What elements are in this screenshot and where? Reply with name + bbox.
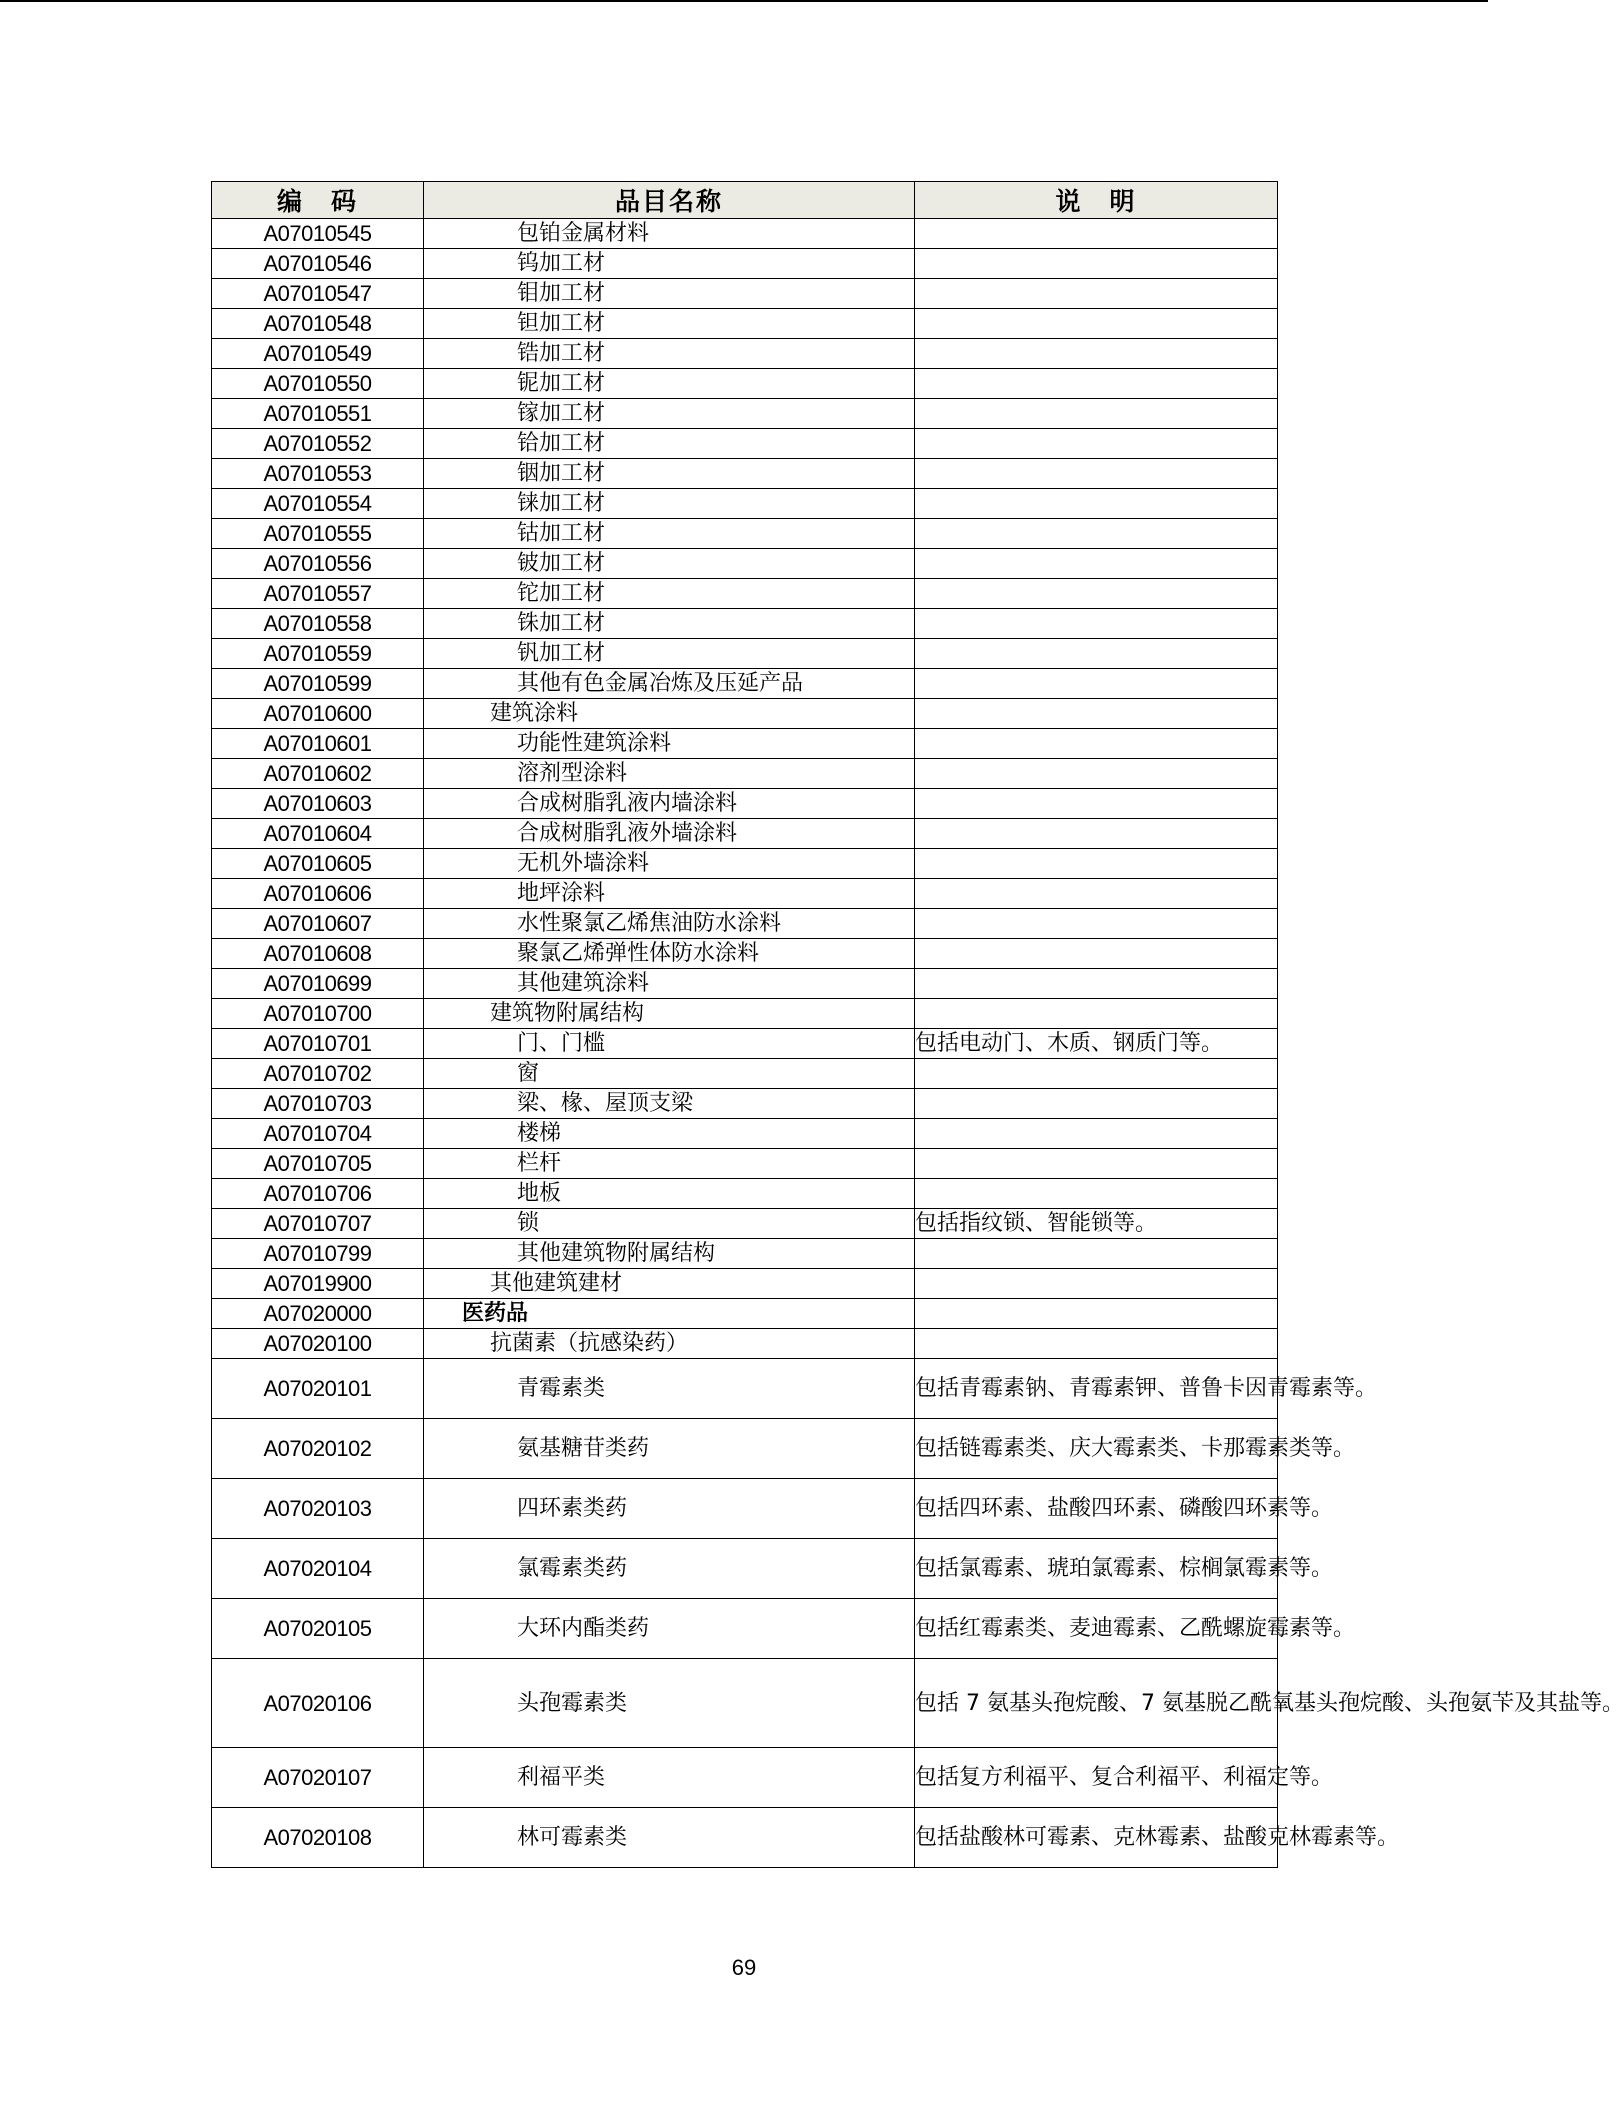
- row-code: A07019900: [212, 1269, 424, 1299]
- table-row: [212, 1539, 1278, 1599]
- header-code: 编 码: [212, 182, 424, 219]
- row-desc: [915, 819, 1278, 849]
- table-row: [212, 969, 1278, 999]
- table-row: [212, 1299, 1278, 1329]
- row-desc: [915, 999, 1278, 1029]
- row-desc: [915, 849, 1278, 879]
- table-row: [212, 669, 1278, 699]
- row-name: 窗: [424, 1059, 915, 1089]
- top-border-line: [0, 0, 1488, 2]
- table-row: [212, 879, 1278, 909]
- row-desc: [915, 459, 1278, 489]
- table-row: [212, 579, 1278, 609]
- row-name: 溶剂型涂料: [424, 759, 915, 789]
- row-name: 医药品: [424, 1299, 915, 1329]
- row-name: 其他建筑建材: [424, 1269, 915, 1299]
- row-name: 无机外墙涂料: [424, 849, 915, 879]
- row-code: A07010546: [212, 249, 424, 279]
- row-code: A07010703: [212, 1089, 424, 1119]
- table-row: [212, 1059, 1278, 1089]
- row-desc: 包括红霉素类、麦迪霉素、乙酰螺旋霉素等。: [915, 1599, 1278, 1659]
- row-desc: [915, 399, 1278, 429]
- row-desc: [915, 369, 1278, 399]
- row-code: A07020100: [212, 1329, 424, 1359]
- row-code: A07010602: [212, 759, 424, 789]
- table-row: [212, 549, 1278, 579]
- row-desc: 包括指纹锁、智能锁等。: [915, 1209, 1278, 1239]
- row-desc: [915, 969, 1278, 999]
- row-desc: [915, 1299, 1278, 1329]
- row-code: A07010700: [212, 999, 424, 1029]
- row-desc: [915, 789, 1278, 819]
- header-desc: 说 明: [915, 182, 1278, 219]
- row-code: A07020104: [212, 1539, 424, 1599]
- row-desc: [915, 1119, 1278, 1149]
- row-desc: [915, 1179, 1278, 1209]
- row-desc: [915, 669, 1278, 699]
- row-name: 门、门槛: [424, 1029, 915, 1059]
- catalog-table: [211, 181, 1624, 1868]
- table-row: [212, 819, 1278, 849]
- row-name: 锁: [424, 1209, 915, 1239]
- row-code: A07020105: [212, 1599, 424, 1659]
- row-name: 铍加工材: [424, 549, 915, 579]
- table-row: [212, 1209, 1278, 1239]
- row-code: A07020108: [212, 1808, 424, 1868]
- table-row: [212, 1808, 1278, 1868]
- row-code: A07010558: [212, 609, 424, 639]
- row-name: 合成树脂乳液内墙涂料: [424, 789, 915, 819]
- row-code: A07010545: [212, 219, 424, 249]
- row-desc: 包括青霉素钠、青霉素钾、普鲁卡因青霉素等。: [915, 1359, 1278, 1419]
- row-desc: 包括电动门、木质、钢质门等。: [915, 1029, 1278, 1059]
- row-code: A07010705: [212, 1149, 424, 1179]
- row-desc: [915, 249, 1278, 279]
- table-row: [212, 519, 1278, 549]
- table-row: [212, 459, 1278, 489]
- row-desc: [915, 339, 1278, 369]
- row-name: 建筑涂料: [424, 699, 915, 729]
- row-code: A07010702: [212, 1059, 424, 1089]
- table-row: [212, 399, 1278, 429]
- table-row: [212, 309, 1278, 339]
- row-desc: [915, 1089, 1278, 1119]
- row-desc: [915, 1149, 1278, 1179]
- row-desc: 包括复方利福平、复合利福平、利福定等。: [915, 1748, 1278, 1808]
- table-row: [212, 939, 1278, 969]
- table-row: [212, 1029, 1278, 1059]
- table-row: [212, 1149, 1278, 1179]
- row-code: A07010603: [212, 789, 424, 819]
- row-name: 林可霉素类: [424, 1808, 915, 1868]
- row-name: 楼梯: [424, 1119, 915, 1149]
- row-name: 铌加工材: [424, 369, 915, 399]
- table-row: [212, 1179, 1278, 1209]
- row-name: 地板: [424, 1179, 915, 1209]
- row-name: 铪加工材: [424, 429, 915, 459]
- row-desc: [915, 729, 1278, 759]
- page-number: 69: [731, 1955, 757, 1980]
- row-code: A07010554: [212, 489, 424, 519]
- row-name: 建筑物附属结构: [424, 999, 915, 1029]
- row-name: 其他建筑涂料: [424, 969, 915, 999]
- row-name: 镓加工材: [424, 399, 915, 429]
- row-name: 锆加工材: [424, 339, 915, 369]
- row-code: A07020000: [212, 1299, 424, 1329]
- row-name: 铢加工材: [424, 609, 915, 639]
- table-row: [212, 1599, 1278, 1659]
- row-code: A07010550: [212, 369, 424, 399]
- row-name: 头孢霉素类: [424, 1659, 915, 1748]
- row-desc: 包括盐酸林可霉素、克林霉素、盐酸克林霉素等。: [915, 1808, 1278, 1868]
- row-code: A07010547: [212, 279, 424, 309]
- row-code: A07010556: [212, 549, 424, 579]
- row-code: A07010548: [212, 309, 424, 339]
- table-row: [212, 609, 1278, 639]
- row-name: 铊加工材: [424, 579, 915, 609]
- row-code: A07010701: [212, 1029, 424, 1059]
- row-name: 铼加工材: [424, 489, 915, 519]
- row-name: 钼加工材: [424, 279, 915, 309]
- table-row: [212, 339, 1278, 369]
- row-name: 聚氯乙烯弹性体防水涂料: [424, 939, 915, 969]
- row-code: A07010549: [212, 339, 424, 369]
- row-name: 功能性建筑涂料: [424, 729, 915, 759]
- table-row: [212, 759, 1278, 789]
- table-header-row: [212, 182, 1278, 219]
- row-name: 钨加工材: [424, 249, 915, 279]
- row-desc: [915, 279, 1278, 309]
- row-code: A07010605: [212, 849, 424, 879]
- table-row: [212, 849, 1278, 879]
- row-desc: 包括氯霉素、琥珀氯霉素、棕榈氯霉素等。: [915, 1539, 1278, 1599]
- table-row: [212, 1239, 1278, 1269]
- row-code: A07010600: [212, 699, 424, 729]
- row-desc: [915, 609, 1278, 639]
- table-row: [212, 999, 1278, 1029]
- table-row: [212, 279, 1278, 309]
- row-desc: [915, 1269, 1278, 1299]
- row-name: 栏杆: [424, 1149, 915, 1179]
- row-name: 合成树脂乳液外墙涂料: [424, 819, 915, 849]
- row-desc: 包括链霉素类、庆大霉素类、卡那霉素类等。: [915, 1419, 1278, 1479]
- row-desc: [915, 219, 1278, 249]
- row-name: 其他建筑物附属结构: [424, 1239, 915, 1269]
- row-desc: [915, 699, 1278, 729]
- table-row: [212, 1419, 1278, 1479]
- row-code: A07010553: [212, 459, 424, 489]
- table-row: [212, 219, 1278, 249]
- table-row: [212, 1329, 1278, 1359]
- row-desc: [915, 1059, 1278, 1089]
- row-code: A07020106: [212, 1659, 424, 1748]
- row-desc: 包括 7 氨基头孢烷酸、7 氨基脱乙酰氧基头孢烷酸、头孢氨苄及其盐等。: [915, 1659, 1278, 1748]
- table-row: [212, 1748, 1278, 1808]
- row-name: 其他有色金属冶炼及压延产品: [424, 669, 915, 699]
- row-name: 地坪涂料: [424, 879, 915, 909]
- row-desc: [915, 429, 1278, 459]
- row-code: A07010599: [212, 669, 424, 699]
- table-row: [212, 429, 1278, 459]
- row-desc: 包括四环素、盐酸四环素、磷酸四环素等。: [915, 1479, 1278, 1539]
- row-name: 水性聚氯乙烯焦油防水涂料: [424, 909, 915, 939]
- row-desc: [915, 1329, 1278, 1359]
- header-name: 品目名称: [424, 182, 915, 219]
- row-code: A07010559: [212, 639, 424, 669]
- row-code: A07010555: [212, 519, 424, 549]
- table-row: [212, 1659, 1278, 1748]
- row-code: A07020101: [212, 1359, 424, 1419]
- row-name: 利福平类: [424, 1748, 915, 1808]
- row-desc: [915, 549, 1278, 579]
- row-code: A07010601: [212, 729, 424, 759]
- table-row: [212, 1269, 1278, 1299]
- table-row: [212, 1479, 1278, 1539]
- row-desc: [915, 879, 1278, 909]
- row-desc: [915, 489, 1278, 519]
- row-code: A07010799: [212, 1239, 424, 1269]
- row-desc: [915, 639, 1278, 669]
- row-desc: [915, 579, 1278, 609]
- table-row: [212, 789, 1278, 819]
- table-row: [212, 369, 1278, 399]
- row-code: A07010551: [212, 399, 424, 429]
- row-code: A07010704: [212, 1119, 424, 1149]
- table-row: [212, 729, 1278, 759]
- row-desc: [915, 519, 1278, 549]
- row-code: A07020103: [212, 1479, 424, 1539]
- table-row: [212, 639, 1278, 669]
- row-desc: [915, 939, 1278, 969]
- row-desc: [915, 1239, 1278, 1269]
- row-code: A07010707: [212, 1209, 424, 1239]
- row-desc: [915, 759, 1278, 789]
- row-name: 钒加工材: [424, 639, 915, 669]
- row-name: 钴加工材: [424, 519, 915, 549]
- row-name: 铟加工材: [424, 459, 915, 489]
- row-code: A07010557: [212, 579, 424, 609]
- row-desc: [915, 309, 1278, 339]
- table-row: [212, 249, 1278, 279]
- row-name: 大环内酯类药: [424, 1599, 915, 1659]
- row-name: 钽加工材: [424, 309, 915, 339]
- row-code: A07020102: [212, 1419, 424, 1479]
- row-name: 氨基糖苷类药: [424, 1419, 915, 1479]
- row-name: 抗菌素（抗感染药）: [424, 1329, 915, 1359]
- table-row: [212, 489, 1278, 519]
- row-desc: [915, 909, 1278, 939]
- table-row: [212, 909, 1278, 939]
- row-name: 包铂金属材料: [424, 219, 915, 249]
- row-code: A07010699: [212, 969, 424, 999]
- row-code: A07010606: [212, 879, 424, 909]
- row-name: 青霉素类: [424, 1359, 915, 1419]
- row-name: 四环素类药: [424, 1479, 915, 1539]
- row-code: A07020107: [212, 1748, 424, 1808]
- row-code: A07010607: [212, 909, 424, 939]
- table-row: [212, 699, 1278, 729]
- table-row: [212, 1119, 1278, 1149]
- table-row: [212, 1089, 1278, 1119]
- row-code: A07010552: [212, 429, 424, 459]
- row-name: 梁、椽、屋顶支梁: [424, 1089, 915, 1119]
- row-code: A07010706: [212, 1179, 424, 1209]
- row-code: A07010608: [212, 939, 424, 969]
- table-row: [212, 1359, 1278, 1419]
- row-code: A07010604: [212, 819, 424, 849]
- row-name: 氯霉素类药: [424, 1539, 915, 1599]
